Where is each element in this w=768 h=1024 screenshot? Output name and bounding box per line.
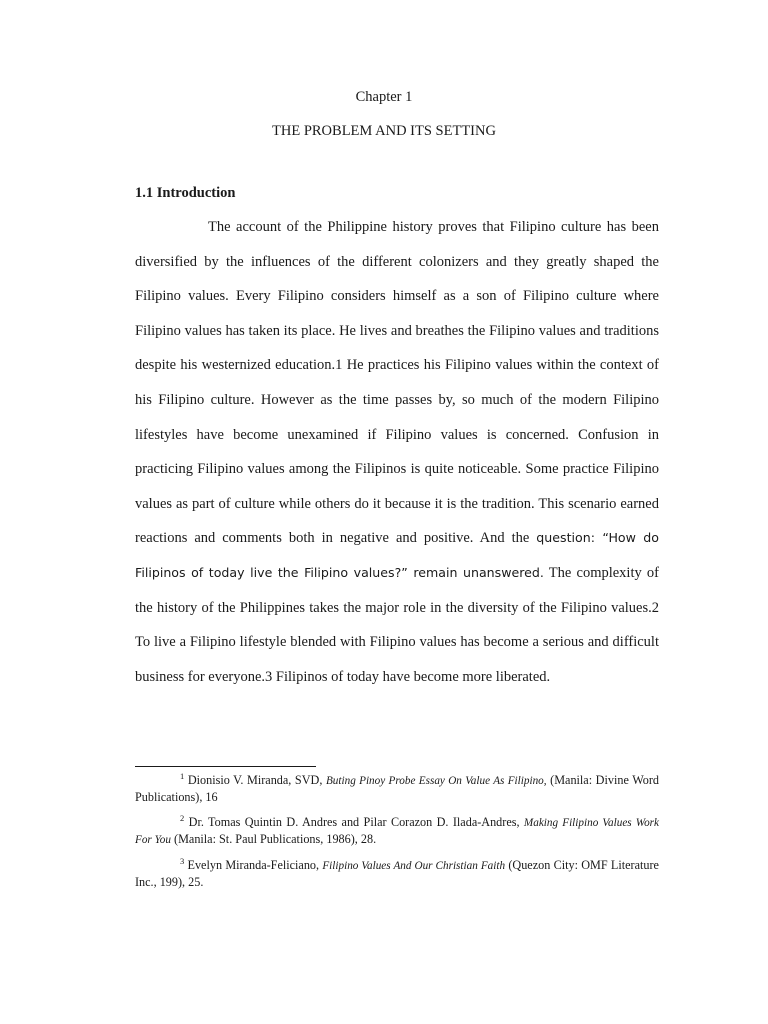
footnote-text: (Manila: Divine Word Publications), 16 — [135, 773, 659, 804]
footnotes — [135, 770, 659, 900]
paragraph-text: The account of the Philippine history proves that Filipino culture has been diversified by the influences of the different colonizers and they greatly shaped the Filipino values. Every Filipino considers himself as a son of Filipino culture where Filipino values has taken its place. He lives and breathes the Filipino values and traditions despite his westernized education.1 He practices his Filipino values within the context of his Filipino culture. However as the time passes by, so much of the modern Filipino lifestyles have become unexamined if Filipino values is concerned. Confusion in practicing Filipino values among the Filipinos is quite noticeable. Some practice Filipino values as part of culture while others do it because it is the tradition. This scenario earned reactions and comments both in negative and positive. And the — [135, 219, 659, 547]
footnote-text: Dionisio V. Miranda, SVD, — [184, 773, 326, 787]
section-heading: 1.1 Introduction — [135, 185, 236, 201]
introduction-paragraph — [135, 210, 659, 694]
footnote-text: (Quezon City: OMF Literature Inc., 199), 25. — [135, 858, 659, 889]
footnote-number: 3 — [180, 855, 185, 866]
footnote-title: Making Filipino Values Work For You — [135, 817, 659, 846]
chapter-title: THE PROBLEM AND ITS SETTING — [272, 123, 496, 139]
footnote-number: 1 — [180, 770, 185, 781]
footnote-text: Dr. Tomas Quintin D. Andres and Pilar Corazon D. Ilada-Andres, — [184, 815, 524, 829]
footnote-number: 2 — [180, 812, 185, 823]
chapter-label: Chapter 1 — [355, 89, 413, 105]
footnote-1 — [135, 770, 659, 805]
footnote-title: Buting Pinoy Probe Essay On Value As Filipino, — [325, 775, 547, 787]
paragraph-text-continued: The complexity of the history of the Philippines takes the major role in the diversity of the Filipino values.2 To live a Filipino lifestyle blended with Filipino values has become a serious and difficult business for everyone.3 Filipinos of today have become more liberated. — [135, 564, 659, 685]
paragraph-question: question: “How do Filipinos of today live the Filipino values?” remain unanswered. — [135, 530, 659, 580]
footnote-title: Filipino Values And Our Christian Faith — [322, 860, 506, 872]
footnote-2 — [135, 812, 659, 848]
footnote-3 — [135, 855, 659, 890]
footnote-text: (Manila: St. Paul Publications, 1986), 28. — [170, 831, 377, 846]
footnote-separator — [135, 766, 316, 767]
footnote-text: Evelyn Miranda-Feliciano, — [184, 858, 323, 872]
